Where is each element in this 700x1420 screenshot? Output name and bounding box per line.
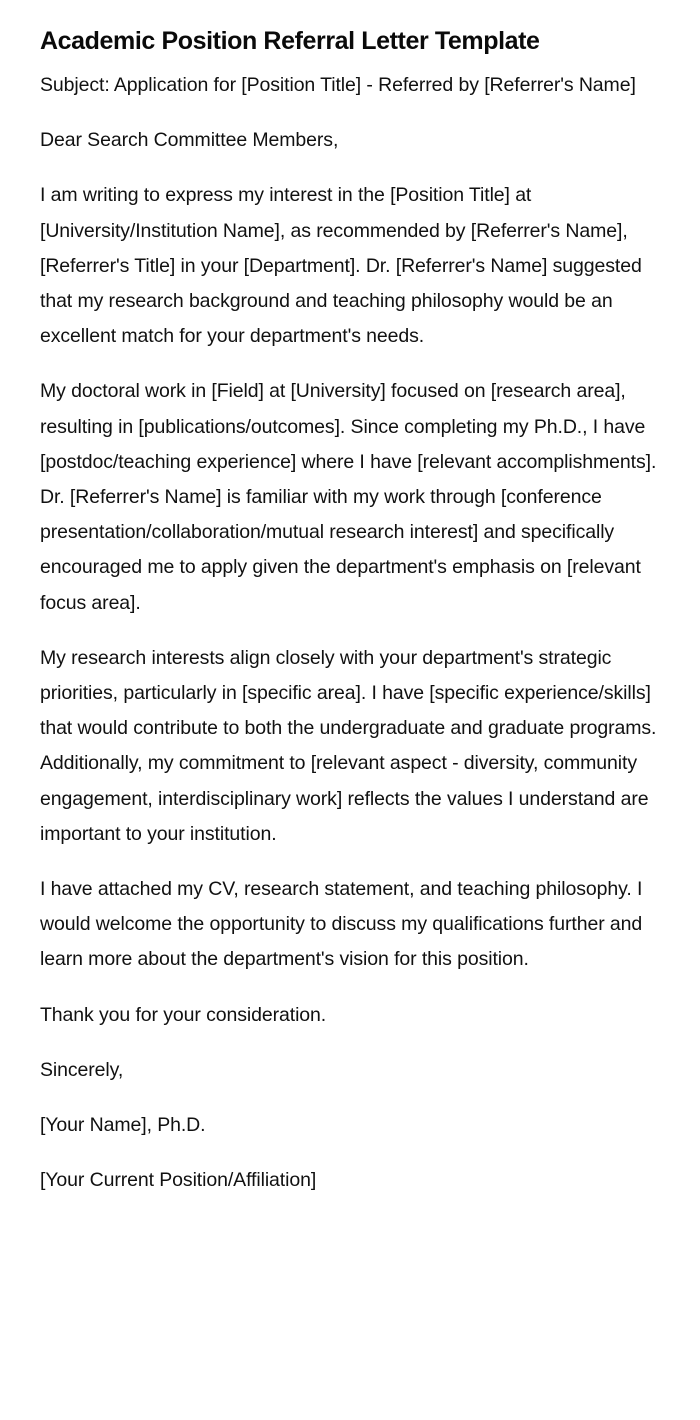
signature-name: [Your Name], Ph.D.: [40, 1114, 206, 1137]
salutation: Dear Search Committee Members,: [40, 129, 339, 152]
body-paragraph-attachments: I have attached my CV, research statement, and teaching philosophy. I would welcome the opportunity to discuss my qualifications further and learn more about the department's vision for this position.: [40, 878, 643, 971]
closing-thanks: Thank you for your consideration.: [40, 1003, 327, 1026]
body-paragraph-alignment: My research interests align closely with your department's strategic priorities, particularly in [specific area]. I have [specific experience/skills] that would contribute to both the undergraduate and graduate programs. Additionally, my commitment to [relevant aspect - diversity, community engagement, interdisciplinary work] reflects the values I understand are important to your institution.: [40, 646, 657, 845]
body-paragraph-interest: I am writing to express my interest in the [Position Title] at [University/Institution Name], as recommended by [Referrer's Name], [Referrer's Title] in your [Department]. Dr. [Referrer's Name] suggested that my research background and teaching philosophy would be an excellent match for your department's needs.: [40, 184, 642, 348]
signature-affiliation: [Your Current Position/Affiliation]: [40, 1169, 317, 1192]
subject-line: Subject: Application for [Position Title] - Referred by [Referrer's Name]: [40, 74, 636, 96]
sign-off: Sincerely,: [40, 1058, 124, 1081]
body-paragraph-background: My doctoral work in [Field] at [University] focused on [research area], resulting in [publications/outcomes]. Since completing my Ph.D., I have [postdoc/teaching experience] where I have [relevant accomplishments]. Dr. [Referrer's Name] is familiar with my work through [conference presentation/collaboration/mutual research interest] and specifically encouraged me to apply given the department's emphasis on [relevant focus area].: [40, 380, 657, 614]
page-title: Academic Position Referral Letter Template: [40, 27, 540, 55]
